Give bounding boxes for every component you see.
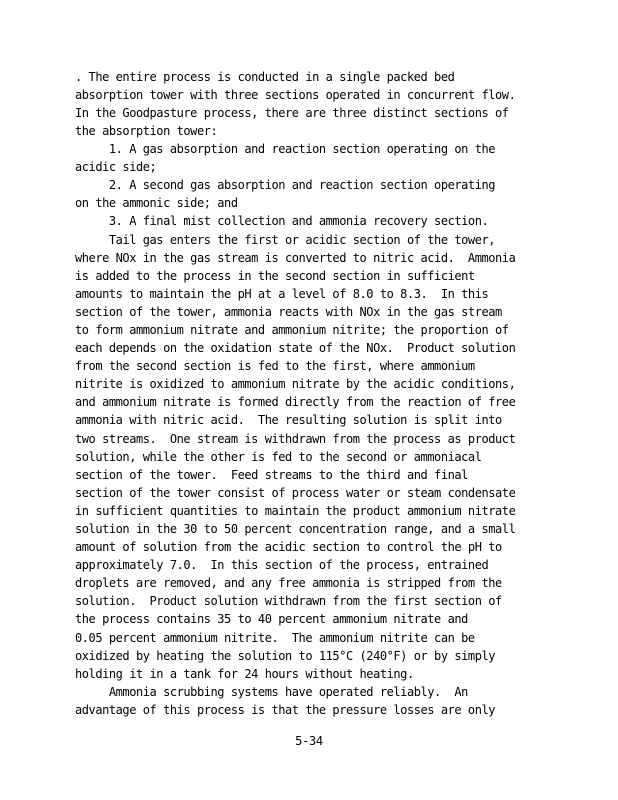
text-line: oxidized by heating the solution to 115°C (240°F) or by simply (75, 649, 496, 663)
text-line: Ammonia scrubbing systems have operated reliably. An (75, 685, 468, 699)
text-line: amounts to maintain the pH at a level of 8.0 to 8.3. In this (75, 287, 489, 301)
text-line: solution. Product solution withdrawn from the first section of (75, 594, 502, 608)
text-line: nitrite is oxidized to ammonium nitrate by the acidic conditions, (75, 377, 516, 391)
text-line: section of the tower. Feed streams to the third and final (75, 468, 468, 482)
text-line: section of the tower, ammonia reacts with NOx in the gas stream (75, 305, 502, 319)
text-line: section of the tower consist of process water or steam condensate (75, 486, 516, 500)
text-line: amount of solution from the acidic section to control the pH to (75, 540, 502, 554)
text-line: In the Goodpasture process, there are three distinct sections of (75, 106, 509, 120)
text-line: 3. A final mist collection and ammonia recovery section. (75, 214, 489, 228)
text-line: 0.05 percent ammonium nitrite. The ammonium nitrite can be (75, 631, 475, 645)
text-line: to form ammonium nitrate and ammonium nitrite; the proportion of (75, 323, 509, 337)
text-line: is added to the process in the second section in sufficient (75, 269, 475, 283)
text-line: the absorption tower: (75, 124, 218, 138)
text-line: where NOx in the gas stream is converted to nitric acid. Ammonia (75, 251, 516, 265)
text-line: 1. A gas absorption and reaction section operating on the (75, 142, 496, 156)
text-line: Tail gas enters the first or acidic section of the tower, (75, 233, 496, 247)
text-line: advantage of this process is that the pressure losses are only (75, 703, 496, 717)
text-line: droplets are removed, and any free ammonia is stripped from the (75, 576, 502, 590)
text-line: . The entire process is conducted in a single packed bed (75, 70, 455, 84)
text-line: each depends on the oxidation state of the NOx. Product solution (75, 341, 516, 355)
page-number: 5-34 (295, 734, 323, 748)
text-line: the process contains 35 to 40 percent ammonium nitrate and (75, 612, 468, 626)
text-line: ammonia with nitric acid. The resulting solution is split into (75, 413, 502, 427)
text-line: from the second section is fed to the first, where ammonium (75, 359, 475, 373)
text-line: in sufficient quantities to maintain the product ammonium nitrate (75, 504, 516, 518)
text-line: and ammonium nitrate is formed directly from the reaction of free (75, 395, 516, 409)
text-line: holding it in a tank for 24 hours without heating. (75, 667, 414, 681)
text-line: solution, while the other is fed to the second or ammoniacal (75, 450, 482, 464)
text-line: on the ammonic side; and (75, 196, 238, 210)
text-line: 2. A second gas absorption and reaction section operating (75, 178, 496, 192)
text-line: solution in the 30 to 50 percent concentration range, and a small (75, 522, 516, 536)
text-line: approximately 7.0. In this section of the process, entrained (75, 558, 489, 572)
text-line: acidic side; (75, 160, 157, 174)
text-line: absorption tower with three sections operated in concurrent flow. (75, 88, 516, 102)
text-line: two streams. One stream is withdrawn from the process as product (75, 432, 516, 446)
